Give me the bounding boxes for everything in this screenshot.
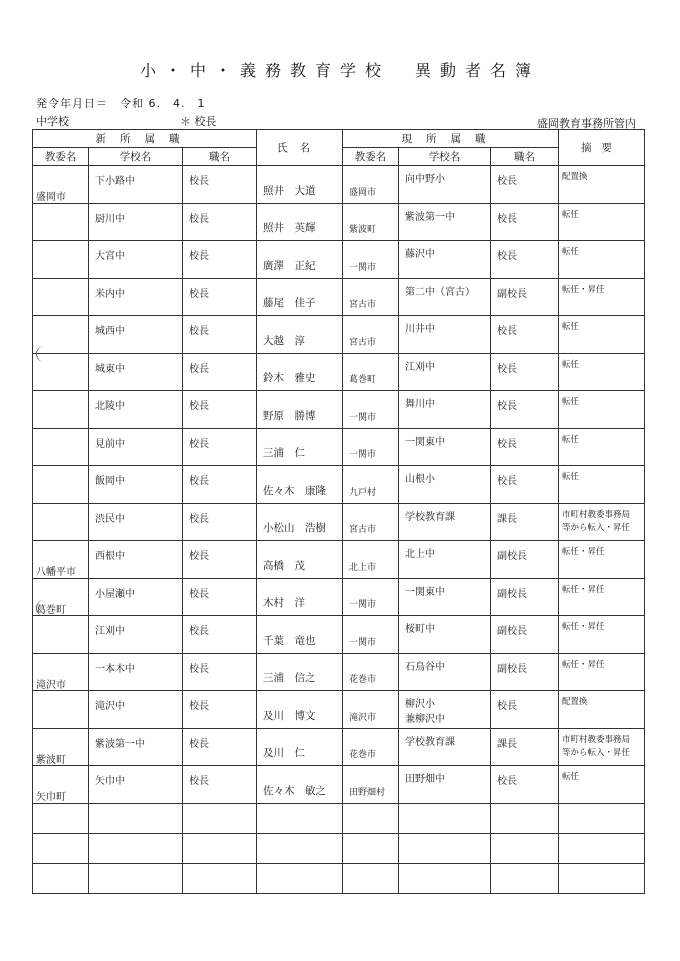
current-school: 藤沢中 [405, 249, 435, 260]
new-board: 滝沢市 [36, 679, 66, 691]
current-school-cell [399, 466, 491, 504]
current-school: 紫波第一中 [405, 211, 455, 223]
name-cell [257, 466, 343, 504]
new-post: 校長 [189, 401, 209, 412]
new-board-cell [33, 466, 89, 504]
current-school: 学校教育課 [405, 736, 455, 748]
header-name: 氏名 [257, 130, 343, 166]
current-board-cell [343, 503, 399, 541]
table-row [33, 541, 645, 579]
new-post-cell [183, 541, 257, 579]
person-name: 三浦 信之 [263, 672, 316, 684]
current-board-cell [343, 466, 399, 504]
new-school: 大宮中 [95, 251, 125, 262]
current-post-cell [491, 466, 559, 504]
current-school-cell [399, 391, 491, 429]
current-post: 副校長 [497, 588, 527, 600]
new-board-cell [33, 616, 89, 654]
new-school: 見前中 [95, 438, 125, 450]
current-school: 一関東中 [405, 436, 445, 448]
current-post-cell [491, 503, 559, 541]
new-post: 校長 [189, 663, 209, 675]
remark-cell [559, 353, 645, 391]
new-school-cell [89, 578, 183, 616]
table-row [33, 578, 645, 616]
new-school-cell [89, 766, 183, 804]
new-post: 校長 [189, 588, 209, 600]
new-post-cell [183, 203, 257, 241]
new-school: 厨川中 [95, 213, 125, 225]
header-current-post: 職名 [491, 148, 559, 166]
new-school-cell [89, 616, 183, 654]
new-school: 滝沢中 [95, 701, 125, 712]
new-school: 米内中 [95, 288, 125, 300]
new-board: 葛巻町 [36, 604, 66, 616]
header-current-group: 現所属職 [343, 130, 559, 148]
table-row [33, 391, 645, 429]
new-school-cell [89, 241, 183, 279]
name-cell [257, 391, 343, 429]
current-board: 田野畑村 [349, 787, 386, 798]
current-post-cell [491, 616, 559, 654]
new-school-cell [89, 653, 183, 691]
current-school-secondary: 兼柳沢中 [405, 714, 445, 725]
remark: 転任 [562, 397, 580, 407]
person-name: 千葉 竜也 [263, 634, 316, 647]
current-post: 課長 [497, 738, 517, 750]
current-school: 一関東中 [405, 586, 445, 598]
new-post: 校長 [189, 213, 209, 225]
person-name: 佐々木 康隆 [263, 484, 326, 497]
person-name: 三浦 仁 [263, 447, 305, 459]
new-post: 校長 [189, 513, 209, 525]
remark: 転任 [562, 434, 580, 445]
new-post: 校長 [189, 326, 209, 337]
scan-mark [36, 600, 45, 616]
new-post: 校長 [189, 626, 209, 637]
remark-cell [559, 728, 645, 766]
header-remark: 摘要 [559, 130, 645, 166]
current-post: 校長 [497, 701, 517, 712]
new-post-cell [183, 391, 257, 429]
current-school: 桜町中 [405, 624, 435, 635]
current-school: 柳沢小 [405, 699, 435, 710]
name-cell [257, 428, 343, 466]
remark: 転任 [562, 359, 580, 370]
current-school-cell [399, 728, 491, 766]
new-post: 校長 [189, 363, 209, 375]
remark: 転任・昇任 [562, 622, 605, 632]
current-school: 第二中（宮古） [405, 286, 475, 298]
current-board-cell [343, 203, 399, 241]
issue-date: 発令年月日＝ 令和 6. 4. 1 [36, 97, 206, 110]
header-current-school: 学校名 [399, 148, 491, 166]
current-board-cell [343, 578, 399, 616]
position-note: ＊ 校長 [180, 115, 217, 128]
new-school: 飯岡中 [95, 476, 125, 487]
current-board-cell [343, 616, 399, 654]
table-row [33, 428, 645, 466]
name-cell [257, 316, 343, 354]
new-post: 校長 [189, 476, 209, 487]
table-row [33, 616, 645, 654]
table-row [33, 278, 645, 316]
remark-cell [559, 391, 645, 429]
remark-cell [559, 653, 645, 691]
table-row [33, 766, 645, 804]
new-board-cell [33, 691, 89, 729]
current-post-cell [491, 316, 559, 354]
current-post-cell [491, 278, 559, 316]
new-post: 校長 [189, 701, 209, 712]
remark: 市町村教委事務局 等から転入・昇任 [562, 734, 631, 758]
name-cell [257, 653, 343, 691]
current-post: 副校長 [497, 626, 527, 637]
transfer-table [32, 129, 645, 894]
remark: 転任・昇任 [562, 659, 605, 670]
current-board: 滝沢市 [349, 712, 377, 723]
current-board: 盛岡市 [349, 187, 377, 198]
table-row [33, 503, 645, 541]
remark: 配置換 [562, 172, 588, 182]
name-cell [257, 728, 343, 766]
current-post: 校長 [497, 326, 517, 337]
person-name: 大越 淳 [263, 334, 305, 347]
new-board-cell [33, 503, 89, 541]
current-post-cell [491, 391, 559, 429]
new-board-cell [33, 241, 89, 279]
remark-cell [559, 466, 645, 504]
current-school: 向中野小 [405, 174, 445, 185]
current-board: 一関市 [349, 450, 377, 460]
current-post: 校長 [497, 363, 517, 375]
current-school-cell [399, 316, 491, 354]
new-post-cell [183, 691, 257, 729]
new-school-cell [89, 391, 183, 429]
remark-cell [559, 203, 645, 241]
current-board-cell [343, 728, 399, 766]
new-post-cell [183, 466, 257, 504]
current-post-cell [491, 578, 559, 616]
new-post: 校長 [189, 551, 209, 562]
remark: 転任 [562, 209, 580, 220]
name-cell [257, 241, 343, 279]
new-board-cell [33, 728, 89, 766]
person-name: 及川 博文 [263, 709, 316, 722]
current-school-cell [399, 241, 491, 279]
remark: 転任・昇任 [562, 284, 605, 295]
new-board: 盛岡市 [36, 192, 66, 203]
new-post-cell [183, 728, 257, 766]
name-cell [257, 278, 343, 316]
empty-row [33, 803, 645, 833]
current-post: 校長 [497, 776, 517, 787]
current-school-cell [399, 428, 491, 466]
remark-cell [559, 578, 645, 616]
current-post-cell [491, 166, 559, 204]
current-board: 一関市 [349, 637, 377, 648]
remark-cell [559, 691, 645, 729]
new-school: 江刈中 [95, 626, 125, 637]
current-board: 花巻市 [349, 675, 377, 685]
new-post: 校長 [189, 251, 209, 262]
person-name: 高橋 茂 [263, 559, 305, 572]
new-board-cell [33, 203, 89, 241]
current-post: 校長 [497, 251, 517, 262]
current-post: 副校長 [497, 551, 527, 562]
current-board: 葛巻町 [349, 375, 377, 385]
current-post-cell [491, 203, 559, 241]
current-post-cell [491, 728, 559, 766]
new-school: 一本木中 [95, 663, 135, 675]
remark-cell [559, 428, 645, 466]
remark-cell [559, 766, 645, 804]
table-row [33, 353, 645, 391]
header-new-post: 職名 [183, 148, 257, 166]
current-school-cell [399, 278, 491, 316]
new-post: 校長 [189, 288, 209, 300]
header-new-group: 新所属職 [33, 130, 257, 148]
new-board-cell [33, 766, 89, 804]
person-name: 野原 勝博 [263, 409, 316, 422]
current-school: 学校教育課 [405, 511, 455, 523]
new-school-cell [89, 353, 183, 391]
current-post: 副校長 [497, 663, 527, 675]
scan-mark [36, 346, 45, 362]
school-type: 中学校 [36, 115, 69, 128]
current-school-cell [399, 766, 491, 804]
new-school-cell [89, 691, 183, 729]
current-board-cell [343, 691, 399, 729]
remark: 転任 [562, 322, 580, 332]
current-school-cell [399, 541, 491, 579]
name-cell [257, 616, 343, 654]
table-row [33, 241, 645, 279]
new-board-cell [33, 278, 89, 316]
new-post-cell [183, 428, 257, 466]
new-post-cell [183, 616, 257, 654]
new-post: 校長 [189, 438, 209, 450]
new-school-cell [89, 278, 183, 316]
new-post-cell [183, 653, 257, 691]
current-school-cell [399, 691, 491, 729]
current-board-cell [343, 241, 399, 279]
current-board: 花巻市 [349, 750, 377, 760]
remark: 転任 [562, 247, 580, 257]
current-board: 宮古市 [349, 525, 377, 535]
current-post: 校長 [497, 176, 517, 187]
new-post-cell [183, 503, 257, 541]
current-school-cell [399, 353, 491, 391]
person-name: 小松山 浩樹 [263, 522, 326, 534]
new-school: 小屋瀬中 [95, 588, 135, 600]
new-school: 西根中 [95, 551, 125, 562]
current-post-cell [491, 541, 559, 579]
new-board: 八幡平市 [36, 567, 76, 578]
current-school-cell [399, 578, 491, 616]
table-row [33, 316, 645, 354]
person-name: 藤尾 佳子 [263, 297, 316, 309]
current-post-cell [491, 353, 559, 391]
current-school: 山根小 [405, 474, 435, 485]
current-school-cell [399, 203, 491, 241]
current-board: 一関市 [349, 262, 377, 273]
header-current-board: 教委名 [343, 148, 399, 166]
new-post-cell [183, 353, 257, 391]
current-board: 宮古市 [349, 337, 377, 348]
current-post: 校長 [497, 438, 517, 450]
new-school-cell [89, 166, 183, 204]
header-new-board: 教委名 [33, 148, 89, 166]
new-school-cell [89, 503, 183, 541]
new-school: 北陵中 [95, 401, 125, 412]
new-school-cell [89, 316, 183, 354]
new-board-cell [33, 391, 89, 429]
new-school: 城西中 [95, 326, 125, 337]
new-post-cell [183, 578, 257, 616]
current-post: 校長 [497, 213, 517, 225]
new-school: 渋民中 [95, 513, 125, 525]
empty-row [33, 863, 645, 893]
new-board-cell [33, 541, 89, 579]
new-board: 紫波町 [36, 754, 66, 766]
table-row [33, 166, 645, 204]
name-cell [257, 353, 343, 391]
remark-cell [559, 166, 645, 204]
current-post-cell [491, 691, 559, 729]
current-post: 校長 [497, 476, 517, 487]
current-board-cell [343, 166, 399, 204]
current-school: 舞川中 [405, 399, 435, 410]
remark-cell [559, 278, 645, 316]
current-board-cell [343, 316, 399, 354]
name-cell [257, 691, 343, 729]
empty-row [33, 833, 645, 863]
current-board-cell [343, 278, 399, 316]
current-board-cell [343, 541, 399, 579]
new-post-cell [183, 241, 257, 279]
current-school-cell [399, 166, 491, 204]
remark: 転任 [562, 772, 580, 782]
new-school: 城東中 [95, 363, 125, 375]
current-board: 一関市 [349, 412, 377, 423]
current-post: 副校長 [497, 288, 527, 300]
new-board: 矢巾町 [36, 792, 66, 803]
remark-cell [559, 316, 645, 354]
new-post-cell [183, 316, 257, 354]
current-board-cell [343, 353, 399, 391]
new-school: 矢巾中 [95, 776, 125, 787]
person-name: 及川 仁 [263, 747, 305, 759]
remark: 市町村教委事務局 等から転入・昇任 [562, 509, 631, 533]
person-name: 木村 洋 [263, 597, 305, 609]
current-school: 川井中 [405, 324, 435, 335]
current-school: 田野畑中 [405, 774, 445, 785]
remark-cell [559, 503, 645, 541]
document-title: 小・中・義務教育学校 異動者名簿 [139, 61, 540, 80]
new-school-cell [89, 428, 183, 466]
current-school-cell [399, 616, 491, 654]
person-name: 佐々木 敏之 [263, 784, 326, 797]
name-cell [257, 766, 343, 804]
current-board: 宮古市 [349, 300, 377, 310]
table-row [33, 203, 645, 241]
current-school-cell [399, 503, 491, 541]
current-board-cell [343, 428, 399, 466]
current-post: 課長 [497, 513, 517, 525]
table-row [33, 466, 645, 504]
new-school: 紫波第一中 [95, 738, 145, 750]
new-board-cell [33, 166, 89, 204]
new-post-cell [183, 166, 257, 204]
remark-cell [559, 541, 645, 579]
current-board-cell [343, 653, 399, 691]
new-school-cell [89, 203, 183, 241]
person-name: 鈴木 雅史 [263, 372, 316, 384]
new-school-cell [89, 466, 183, 504]
name-cell [257, 203, 343, 241]
current-post-cell [491, 428, 559, 466]
person-name: 廣澤 正紀 [263, 259, 316, 272]
current-board: 紫波町 [349, 225, 377, 235]
current-board: 北上市 [349, 562, 377, 573]
new-school: 下小路中 [95, 176, 135, 187]
current-school: 石鳥谷中 [405, 661, 445, 673]
name-cell [257, 503, 343, 541]
new-post: 校長 [189, 176, 209, 187]
person-name: 照井 大道 [263, 184, 316, 197]
current-post: 校長 [497, 401, 517, 412]
current-post-cell [491, 766, 559, 804]
remark-cell [559, 241, 645, 279]
remark: 転任・昇任 [562, 584, 605, 595]
new-board-cell [33, 653, 89, 691]
name-cell [257, 541, 343, 579]
current-school: 江刈中 [405, 361, 435, 373]
current-board-cell [343, 391, 399, 429]
current-school-cell [399, 653, 491, 691]
region-label: 盛岡教育事務所管内 [537, 117, 636, 130]
current-board: 一関市 [349, 600, 377, 610]
new-post-cell [183, 766, 257, 804]
table-row [33, 653, 645, 691]
header-new-school: 学校名 [89, 148, 183, 166]
name-cell [257, 166, 343, 204]
current-post-cell [491, 653, 559, 691]
table-row [33, 728, 645, 766]
new-post: 校長 [189, 738, 209, 750]
new-post: 校長 [189, 776, 209, 787]
new-school-cell [89, 541, 183, 579]
remark: 配置換 [562, 697, 588, 707]
remark: 転任 [562, 472, 580, 482]
name-cell [257, 578, 343, 616]
new-board-cell [33, 428, 89, 466]
person-name: 照井 英輝 [263, 222, 316, 234]
table-row [33, 691, 645, 729]
remark: 転任・昇任 [562, 547, 605, 557]
new-school-cell [89, 728, 183, 766]
current-board-cell [343, 766, 399, 804]
current-school: 北上中 [405, 549, 435, 560]
remark-cell [559, 616, 645, 654]
current-board: 九戸村 [349, 487, 377, 498]
new-post-cell [183, 278, 257, 316]
current-post-cell [491, 241, 559, 279]
